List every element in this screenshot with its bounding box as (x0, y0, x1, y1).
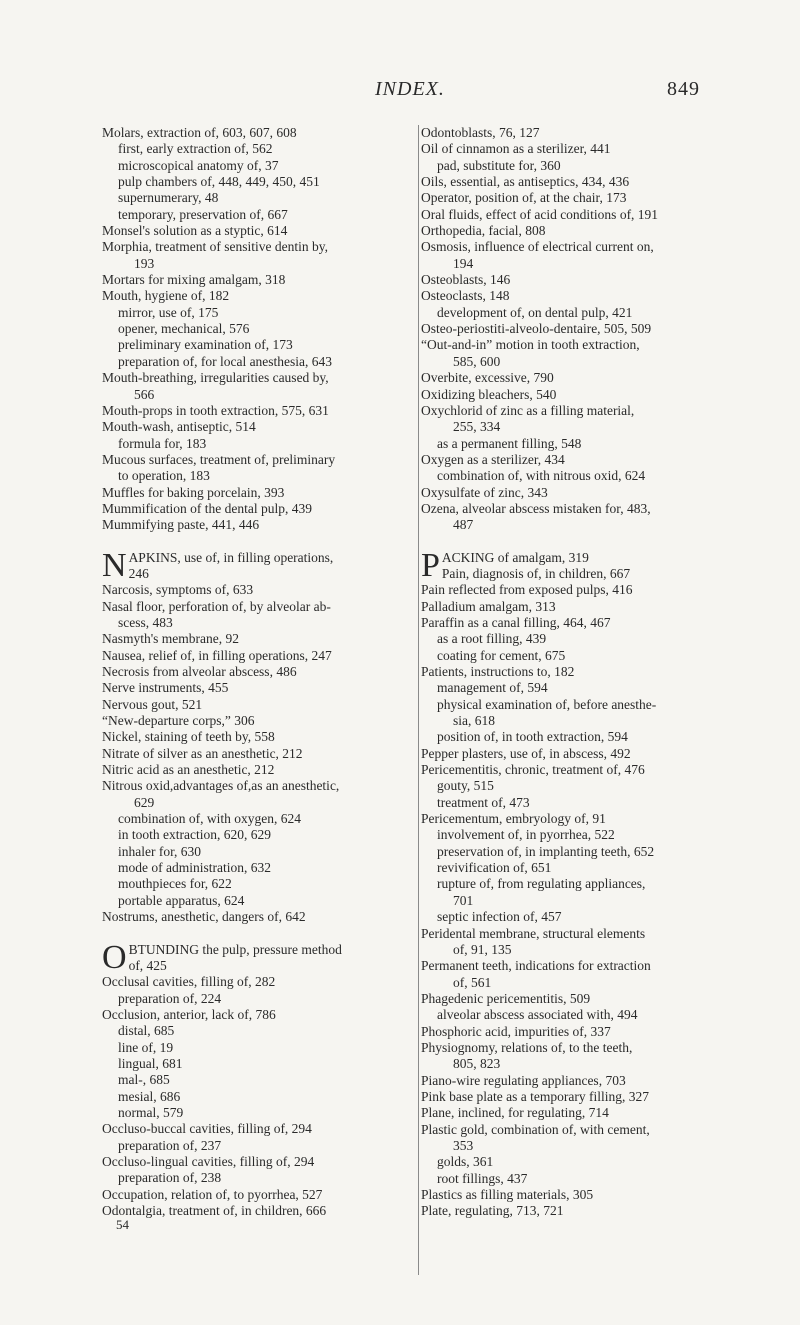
index-entry: Physiognomy, relations of, to the teeth, (421, 1039, 633, 1055)
index-entry: Patients, instructions to, 182 (421, 664, 575, 679)
index-entry: of, 425 (128, 957, 167, 973)
index-entry: treatment of, 473 (437, 794, 530, 810)
index-entry: preliminary examination of, 173 (118, 337, 293, 353)
index-entry: Plastic gold, combination of, with cement, (421, 1121, 650, 1137)
index-entry: Pericementitis, chronic, treatment of, 476 (421, 762, 645, 778)
index-entry: revivification of, 651 (437, 860, 552, 876)
index-entry: preservation of, in implanting teeth, 652 (437, 843, 655, 859)
index-entry: Nostrums, anesthetic, dangers of, 642 (102, 909, 306, 925)
index-entry: rupture of, from regulating appliances, (437, 876, 646, 892)
index-column-right (418, 125, 721, 1275)
running-title: INDEX. (375, 78, 445, 100)
index-entry: Mouth-wash, antiseptic, 514 (102, 419, 256, 435)
index-entry: Osteoblasts, 146 (421, 272, 511, 288)
index-entry: preparation of, 237 (118, 1137, 222, 1153)
index-entry: Mouth, hygiene of, 182 (102, 288, 230, 304)
section-n (102, 546, 406, 584)
signature-mark: 54 (116, 1217, 129, 1232)
index-entry: Pericementum, embryology of, 91 (421, 811, 606, 827)
index-entry: sia, 618 (453, 713, 495, 729)
index-entry: Nitrous oxid,advantages of,as an anesthetic, (102, 778, 340, 794)
index-entry: lingual, 681 (118, 1055, 183, 1071)
index-entry: Muffles for baking porcelain, 393 (102, 484, 285, 500)
index-entry: Plastics as filling materials, 305 (421, 1187, 594, 1202)
index-entry: Orthopedia, facial, 808 (421, 223, 546, 239)
index-entry: 193 (134, 255, 155, 271)
index-entry: combination of, with oxygen, 624 (118, 811, 301, 827)
index-entry: mal-, 685 (118, 1072, 170, 1088)
index-entry: Odontalgia, treatment of, in children, 666 (102, 1203, 327, 1218)
index-entry: Piano-wire regulating appliances, 703 (421, 1072, 626, 1088)
index-entry: line of, 19 (118, 1039, 174, 1055)
index-entry: 246 (128, 565, 149, 581)
index-entry: Oxidizing bleachers, 540 (421, 386, 557, 402)
index-entry: Plate, regulating, 713, 721 (421, 1203, 564, 1219)
drop-cap-n: N (102, 546, 127, 584)
index-entry: Occluso-lingual cavities, filling of, 294 (102, 1153, 315, 1169)
index-entry: Occluso-buccal cavities, filling of, 294 (102, 1121, 312, 1137)
index-entry: Monsel's solution as a styptic, 614 (102, 223, 288, 239)
index-entry: Mucous surfaces, treatment of, preliminary (102, 451, 336, 467)
index-entry: Nerve instruments, 455 (102, 680, 229, 696)
entries-n (102, 582, 406, 925)
index-entry: Phagedenic pericementitis, 509 (421, 990, 591, 1006)
index-entry: Pink base plate as a temporary filling, 327 (421, 1088, 649, 1104)
index-entry: Osteo-periostiti-alveolo-dentaire, 505, 509 (421, 321, 652, 337)
index-entry: pulp chambers of, 448, 449, 450, 451 (118, 174, 320, 190)
index-entry: opener, mechanical, 576 (118, 321, 250, 337)
index-entry: APKINS, use of, in filling operations, (128, 549, 334, 565)
index-entry: mesial, 686 (118, 1088, 181, 1104)
index-entry: Necrosis from alveolar abscess, 486 (102, 664, 297, 679)
index-entry: 701 (453, 892, 474, 908)
index-entry: preparation of, 224 (118, 990, 222, 1006)
index-entry: golds, 361 (437, 1154, 494, 1170)
index-entry: pad, substitute for, 360 (437, 157, 561, 173)
index-entry: position of, in tooth extraction, 594 (437, 729, 628, 745)
index-entry: Nitric acid as an anesthetic, 212 (102, 762, 275, 778)
index-entry: Permanent teeth, indications for extraction (421, 958, 651, 974)
index-entry: septic infection of, 457 (437, 909, 562, 925)
index-entry: involvement of, in pyorrhea, 522 (437, 827, 615, 843)
drop-cap-o: O (102, 938, 127, 976)
index-entry: microscopical anatomy of, 37 (118, 157, 279, 173)
index-entry: Mouth-breathing, irregularities caused by, (102, 370, 329, 386)
index-entry: 353 (453, 1137, 474, 1153)
section-p (421, 546, 721, 584)
index-entry: Odontoblasts, 76, 127 (421, 125, 540, 140)
index-entry: 487 (453, 517, 474, 533)
index-entry: Paraffin as a canal filling, 464, 467 (421, 614, 611, 630)
index-entry: mode of administration, 632 (118, 860, 271, 876)
index-entry: scess, 483 (118, 614, 173, 630)
index-entry: portable apparatus, 624 (118, 892, 245, 908)
index-entry: Mummification of the dental pulp, 439 (102, 500, 312, 516)
index-entry: Oral fluids, effect of acid conditions of, 191 (421, 206, 659, 222)
index-entry: 629 (134, 794, 155, 810)
index-entry: root fillings, 437 (437, 1170, 528, 1186)
index-entry: 585, 600 (453, 353, 501, 369)
index-entry: ACKING of amalgam, 319 (441, 549, 589, 565)
index-entry: Oxygen as a sterilizer, 434 (421, 451, 565, 467)
index-entry: supernumerary, 48 (118, 190, 219, 206)
index-entry: Occupation, relation of, to pyorrhea, 527 (102, 1186, 323, 1202)
index-entry: Molars, extraction of, 603, 607, 608 (102, 125, 297, 140)
index-entry: as a permanent filling, 548 (437, 435, 582, 451)
entries-p (421, 582, 721, 1219)
index-entry: Morphia, treatment of sensitive dentin by, (102, 239, 328, 255)
index-entry: Occlusion, anterior, lack of, 786 (102, 1006, 276, 1022)
index-entry: Osmosis, influence of electrical current on, (421, 239, 654, 255)
index-entry: 805, 823 (453, 1056, 501, 1072)
index-entry: Plane, inclined, for regulating, 714 (421, 1105, 609, 1121)
index-entry: Occlusal cavities, filling of, 282 (102, 974, 276, 990)
entries-o (102, 974, 406, 1219)
index-entry: physical examination of, before anesthe- (437, 696, 657, 712)
index-entry: Oil of cinnamon as a sterilizer, 441 (421, 141, 611, 157)
index-entry: “New-departure corps,” 306 (102, 713, 255, 729)
index-entry: management of, 594 (437, 680, 548, 696)
index-entry: 194 (453, 255, 474, 271)
index-entry: Osteoclasts, 148 (421, 288, 510, 304)
index-entry: Nasmyth's membrane, 92 (102, 631, 240, 647)
index-entry: alveolar abscess associated with, 494 (437, 1007, 638, 1023)
index-entry: Overbite, excessive, 790 (421, 370, 554, 386)
index-entry: inhaler for, 630 (118, 843, 202, 859)
entries-o-continued (421, 125, 721, 534)
index-entry: as a root filling, 439 (437, 631, 547, 647)
index-entry: Mortars for mixing amalgam, 318 (102, 272, 286, 288)
index-entry: Narcosis, symptoms of, 633 (102, 582, 254, 598)
index-entry: to operation, 183 (118, 468, 210, 484)
index-entry: Palladium amalgam, 313 (421, 598, 556, 614)
index-entry: preparation of, 238 (118, 1170, 222, 1186)
index-entry: Pain, diagnosis of, in children, 667 (441, 565, 631, 581)
index-entry: Nickel, staining of teeth by, 558 (102, 729, 275, 745)
page-number: 849 (667, 78, 700, 100)
index-entry: Pepper plasters, use of, in abscess, 492 (421, 745, 631, 761)
index-entry: Nausea, relief of, in filling operations, 247 (102, 647, 332, 663)
index-entry: Mouth-props in tooth extraction, 575, 631 (102, 402, 329, 418)
index-entry: in tooth extraction, 620, 629 (118, 827, 271, 843)
index-entry: gouty, 515 (437, 778, 494, 794)
index-entry: preparation of, for local anesthesia, 643 (118, 353, 333, 369)
index-entry: Nasal floor, perforation of, by alveolar ab- (102, 598, 331, 614)
index-entry: Nitrate of silver as an anesthetic, 212 (102, 745, 303, 761)
index-entry: first, early extraction of, 562 (118, 141, 273, 157)
index-entry: temporary, preservation of, 667 (118, 206, 288, 222)
entries-m (102, 125, 406, 534)
index-entry: mouthpieces for, 622 (118, 876, 232, 892)
index-entry: mirror, use of, 175 (118, 304, 219, 320)
index-entry: “Out-and-in” motion in tooth extraction, (421, 337, 640, 353)
index-entry: formula for, 183 (118, 435, 207, 451)
index-entry: Pain reflected from exposed pulps, 416 (421, 582, 633, 598)
index-entry: Nervous gout, 521 (102, 696, 203, 712)
page-header (0, 78, 800, 108)
index-entry: Peridental membrane, structural elements (421, 925, 646, 941)
index-entry: BTUNDING the pulp, pressure method (128, 941, 342, 957)
index-entry: coating for cement, 675 (437, 647, 566, 663)
index-entry: Oxychlorid of zinc as a filling material, (421, 402, 635, 418)
index-entry: Oils, essential, as antiseptics, 434, 436 (421, 174, 630, 190)
index-entry: 566 (134, 386, 155, 402)
index-entry: Oxysulfate of zinc, 343 (421, 484, 548, 500)
index-entry: normal, 579 (118, 1104, 184, 1120)
index-entry: of, 91, 135 (453, 941, 512, 957)
index-entry: Ozena, alveolar abscess mistaken for, 483, (421, 500, 651, 516)
index-entry: 255, 334 (453, 419, 501, 435)
section-o (102, 938, 406, 976)
index-entry: of, 561 (453, 974, 492, 990)
index-entry: distal, 685 (118, 1023, 175, 1039)
drop-cap-p: P (421, 546, 440, 584)
index-entry: Mummifying paste, 441, 446 (102, 517, 260, 533)
index-column-left (102, 125, 406, 1219)
index-entry: combination of, with nitrous oxid, 624 (437, 468, 646, 484)
index-entry: Phosphoric acid, impurities of, 337 (421, 1023, 611, 1039)
index-entry: Operator, position of, at the chair, 173 (421, 190, 627, 206)
index-entry: development of, on dental pulp, 421 (437, 304, 633, 320)
